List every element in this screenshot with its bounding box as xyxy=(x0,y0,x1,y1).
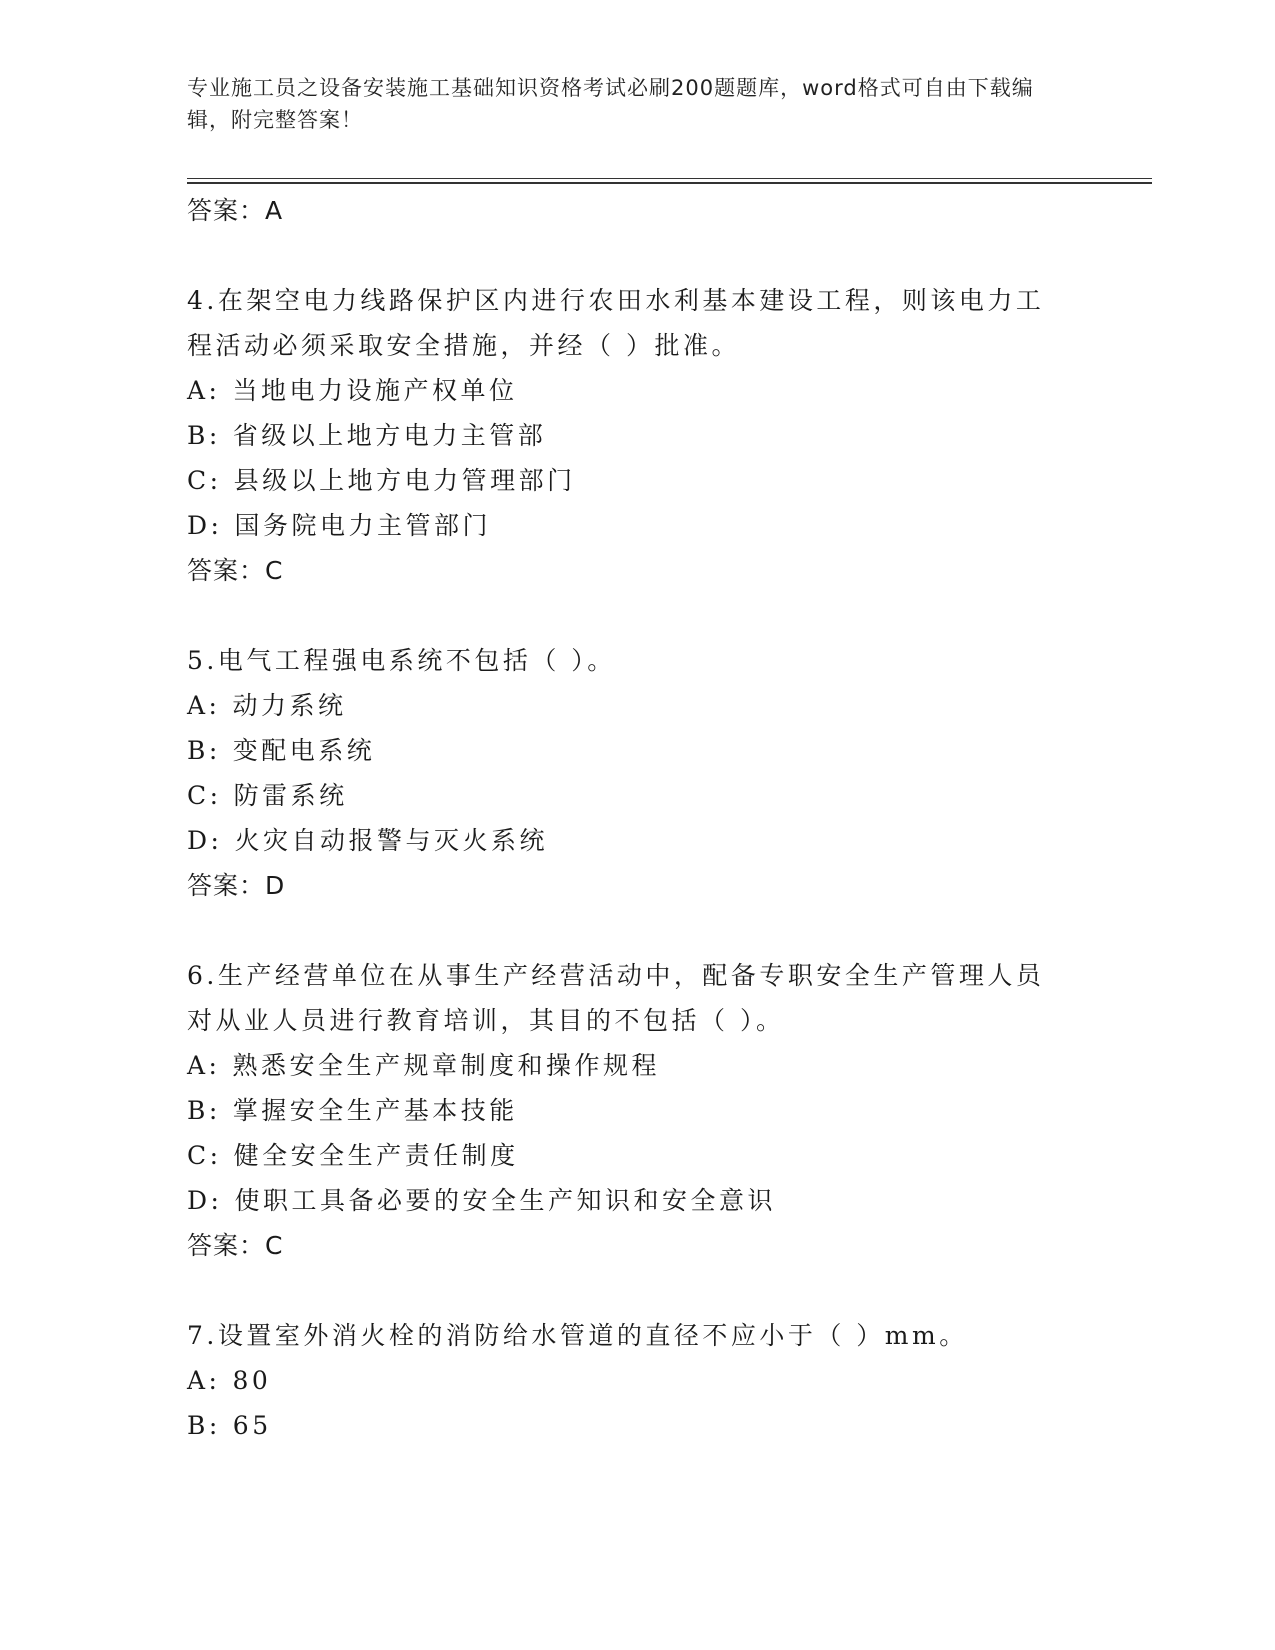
option-text: 省级以上地方电力主管部 xyxy=(232,421,547,450)
answer-4: 答案：C xyxy=(187,556,284,585)
option-text: 火灾自动报警与灭火系统 xyxy=(234,826,548,855)
option-text: 健全安全生产责任制度 xyxy=(233,1141,519,1170)
option-key: B: xyxy=(187,736,221,765)
option-key: A: xyxy=(187,376,221,405)
option-key: C: xyxy=(187,466,222,495)
option-b xyxy=(187,728,1067,773)
option-text: 掌握安全生产基本技能 xyxy=(232,1096,518,1125)
option-text: 当地电力设施产权单位 xyxy=(232,376,518,405)
question-4: 4.在架空电力线路保护区内进行农田水利基本建设工程，则该电力工程活动必须采取安全措施，并经（ ）批准。 xyxy=(187,286,1045,360)
option-text: 80 xyxy=(232,1366,272,1395)
option-b xyxy=(187,1088,1067,1133)
option-a xyxy=(187,683,1067,728)
option-key: A: xyxy=(187,1366,221,1395)
answer-5: 答案：D xyxy=(187,871,286,900)
option-c xyxy=(187,458,1067,503)
option-text: 防雷系统 xyxy=(233,781,348,810)
answer-previous: 答案：A xyxy=(187,196,284,225)
option-text: 县级以上地方电力管理部门 xyxy=(233,466,576,495)
question-list xyxy=(187,188,1067,1448)
option-key: C: xyxy=(187,781,222,810)
option-text: 65 xyxy=(232,1411,272,1440)
option-d xyxy=(187,818,1067,863)
option-c xyxy=(187,1133,1067,1178)
question-6: 6.生产经营单位在从事生产经营活动中，配备专职安全生产管理人员对从业人员进行教育培训，其目的不包括（ ）。 xyxy=(187,961,1045,1035)
option-d xyxy=(187,503,1067,548)
option-a xyxy=(187,368,1067,413)
option-a xyxy=(187,1358,1067,1403)
option-text: 使职工具备必要的安全生产知识和安全意识 xyxy=(234,1186,776,1215)
question-7: 7.设置室外消火栓的消防给水管道的直径不应小于（ ）mm。 xyxy=(187,1321,968,1350)
option-text: 动力系统 xyxy=(232,691,347,720)
option-text: 国务院电力主管部门 xyxy=(234,511,491,540)
option-key: A: xyxy=(187,691,221,720)
option-key: B: xyxy=(187,1411,221,1440)
document-header: 专业施工员之设备安装施工基础知识资格考试必刷200题题库，word格式可自由下载编辑，附完整答案！ xyxy=(187,76,1034,132)
header-divider-thick xyxy=(187,182,1152,184)
option-key: D: xyxy=(187,511,223,540)
option-key: D: xyxy=(187,826,223,855)
option-a xyxy=(187,1043,1067,1088)
header-divider-thin xyxy=(187,178,1152,179)
option-key: A: xyxy=(187,1051,221,1080)
answer-6: 答案：C xyxy=(187,1231,284,1260)
option-key: C: xyxy=(187,1141,222,1170)
option-key: D: xyxy=(187,1186,223,1215)
option-text: 变配电系统 xyxy=(232,736,376,765)
option-key: B: xyxy=(187,421,221,450)
option-c xyxy=(187,773,1067,818)
option-key: B: xyxy=(187,1096,221,1125)
option-b xyxy=(187,413,1067,458)
question-5: 5.电气工程强电系统不包括（ ）。 xyxy=(187,646,616,675)
option-d xyxy=(187,1178,1067,1223)
option-text: 熟悉安全生产规章制度和操作规程 xyxy=(232,1051,660,1080)
option-b xyxy=(187,1403,1067,1448)
